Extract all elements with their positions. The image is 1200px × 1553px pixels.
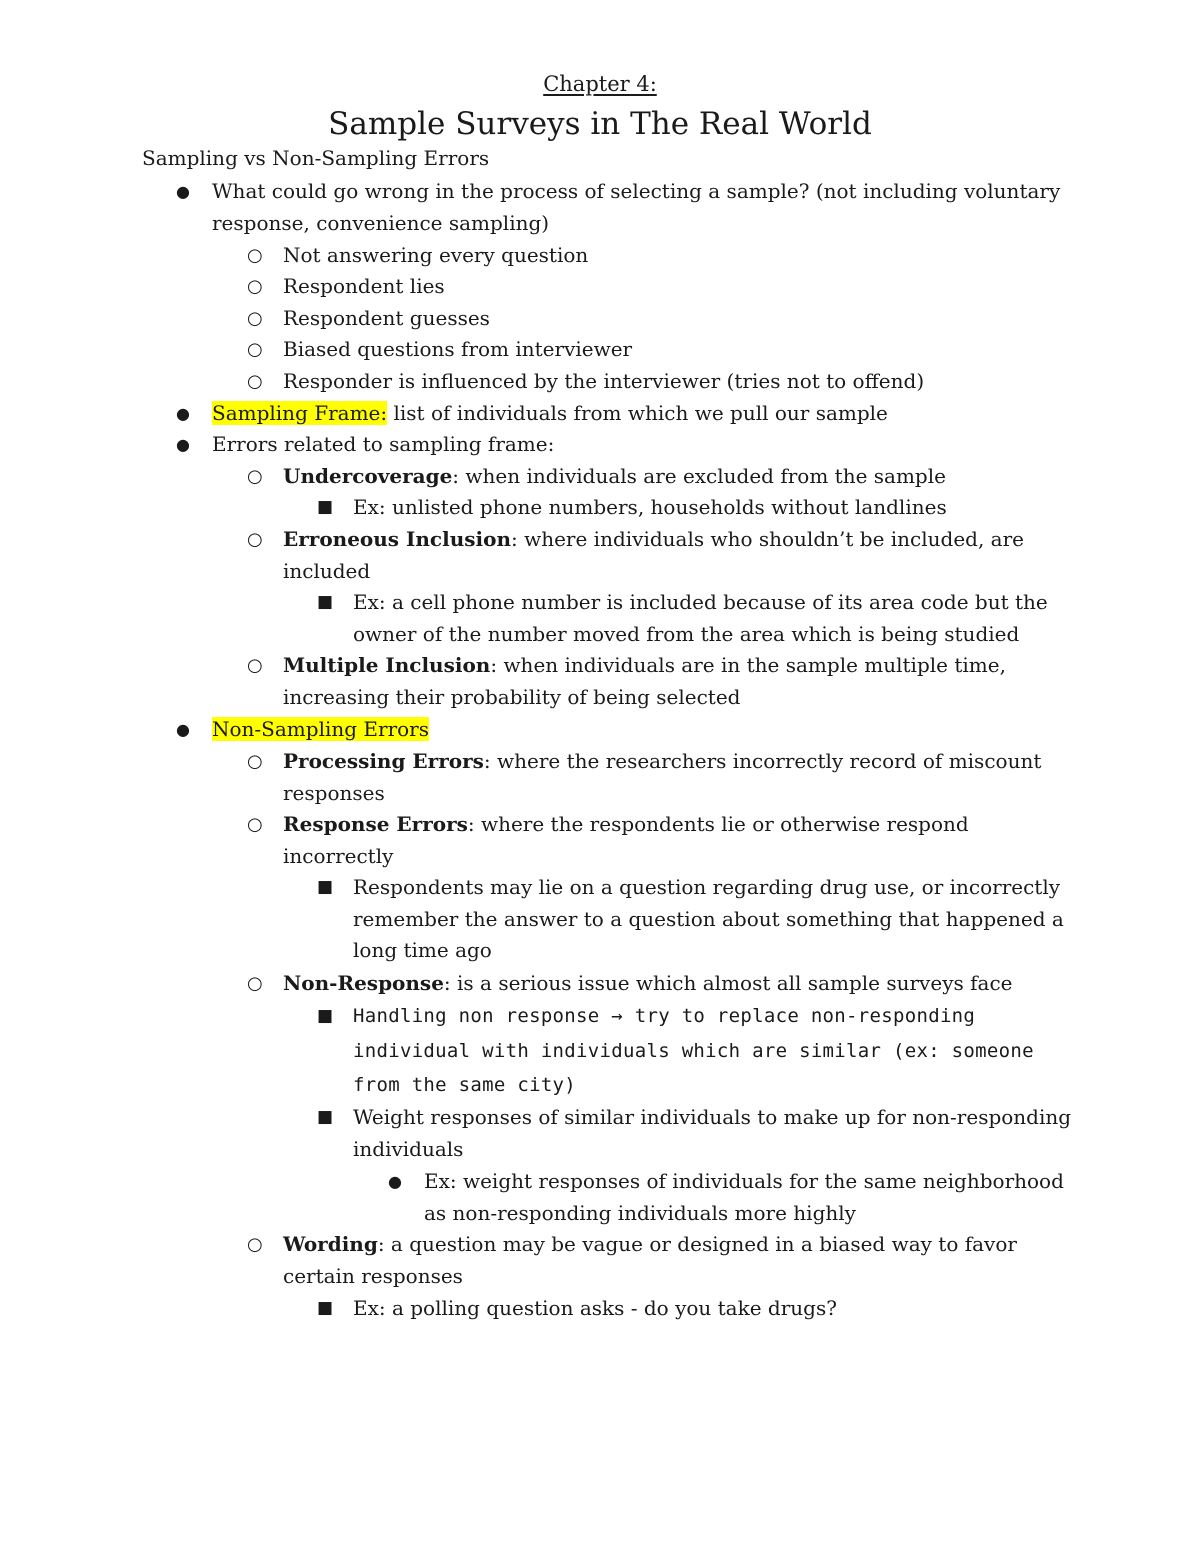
- square-bullet-icon: ■: [317, 592, 334, 612]
- hollow-bullet-icon: ○: [247, 339, 263, 360]
- list-item: [317, 1293, 1073, 1325]
- list-item: [247, 809, 1073, 872]
- item-text: Not answering every question: [283, 243, 589, 267]
- hollow-bullet-icon: ○: [247, 371, 263, 392]
- list-item: [176, 398, 1072, 430]
- item-text: Weight responses of similar individuals to make up for non-responding individuals: [353, 1105, 1072, 1161]
- item-text: Responder is influenced by the interviewer (tries not to offend): [283, 369, 925, 393]
- bold-term: Non-Response: [283, 971, 444, 995]
- chapter-heading: Chapter 4:: [543, 72, 657, 96]
- square-bullet-icon: ■: [317, 497, 334, 517]
- square-bullet-icon: ■: [317, 1006, 334, 1026]
- list-item: [317, 1102, 1073, 1165]
- item-text: Respondent lies: [283, 274, 445, 298]
- list-item: [247, 303, 1073, 335]
- list-item: [176, 714, 1072, 746]
- square-bullet-icon: ■: [317, 1107, 334, 1127]
- hollow-bullet-icon: ○: [247, 751, 263, 772]
- hollow-bullet-icon: ○: [247, 655, 263, 676]
- item-text: Ex: unlisted phone numbers, households without landlines: [353, 495, 947, 519]
- list-item: [317, 999, 1073, 1103]
- item-text: list of individuals from which we pull our sample: [387, 401, 888, 425]
- list-item: [247, 968, 1073, 1000]
- item-text: : when individuals are excluded from the sample: [452, 464, 946, 488]
- bold-term: Erroneous Inclusion: [283, 527, 511, 551]
- item-text: : a question may be vague or designed in a biased way to favor certain responses: [283, 1232, 1017, 1288]
- item-text: Handling non response → try to replace non-responding individual with individuals which are similar (ex: someone from the same city): [353, 1005, 1034, 1096]
- hollow-bullet-icon: ○: [247, 276, 263, 297]
- section-heading: Sampling vs Non-Sampling Errors: [142, 146, 490, 170]
- list-item: [247, 650, 1073, 713]
- highlighted-term: Non-Sampling Errors: [212, 717, 429, 741]
- list-item: [176, 176, 1072, 239]
- item-text: : when individuals are in the sample multiple time, increasing their probability of being selected: [283, 653, 1006, 709]
- item-text: Respondents may lie on a question regarding drug use, or incorrectly remember the answer to a question about something that happened a long time ago: [353, 875, 1064, 963]
- list-item: [247, 461, 1073, 493]
- hollow-bullet-icon: ○: [247, 308, 263, 329]
- square-bullet-icon: ■: [317, 1298, 334, 1318]
- list-item: [388, 1166, 1074, 1229]
- highlighted-term: Sampling Frame:: [212, 401, 388, 425]
- item-text: : where the respondents lie or otherwise respond incorrectly: [283, 812, 969, 868]
- list-item: [317, 492, 1073, 524]
- hollow-bullet-icon: ○: [247, 245, 263, 266]
- square-bullet-icon: ■: [317, 877, 334, 897]
- list-item: [247, 524, 1073, 587]
- list-item: [247, 366, 1073, 398]
- list-item: [317, 587, 1073, 650]
- hollow-bullet-icon: ○: [247, 973, 263, 994]
- bullet-icon: ●: [176, 435, 190, 454]
- bold-term: Processing Errors: [283, 749, 484, 773]
- list-item: [176, 429, 1072, 461]
- list-item: [317, 872, 1073, 967]
- bullet-icon: ●: [176, 182, 190, 201]
- bullet-icon: ●: [388, 1172, 402, 1191]
- bold-term: Multiple Inclusion: [283, 653, 491, 677]
- item-text: What could go wrong in the process of selecting a sample? (not including voluntary response, convenience sampling): [212, 179, 1061, 235]
- item-text: : where the researchers incorrectly record of miscount responses: [283, 749, 1042, 805]
- list-item: [247, 240, 1073, 272]
- item-text: Ex: a polling question asks - do you take drugs?: [353, 1296, 837, 1320]
- bold-term: Undercoverage: [283, 464, 453, 488]
- item-text: Ex: a cell phone number is included because of its area code but the owner of the number moved from the area which is being studied: [353, 590, 1048, 646]
- list-item: [247, 334, 1073, 366]
- hollow-bullet-icon: ○: [247, 466, 263, 487]
- item-text: : is a serious issue which almost all sample surveys face: [443, 971, 1013, 995]
- hollow-bullet-icon: ○: [247, 529, 263, 550]
- item-text: Errors related to sampling frame:: [212, 432, 555, 456]
- bullet-icon: ●: [176, 720, 190, 739]
- hollow-bullet-icon: ○: [247, 1234, 263, 1255]
- bullet-icon: ●: [176, 404, 190, 423]
- list-item: [247, 1229, 1073, 1292]
- item-text: Biased questions from interviewer: [283, 337, 633, 361]
- list-item: [247, 271, 1073, 303]
- item-text: Respondent guesses: [283, 306, 490, 330]
- item-text: : where individuals who shouldn’t be included, are included: [283, 527, 1024, 583]
- page-title: Sample Surveys in The Real World: [328, 106, 872, 142]
- hollow-bullet-icon: ○: [247, 814, 263, 835]
- list-item: [247, 746, 1073, 809]
- bold-term: Response Errors: [283, 812, 468, 836]
- bold-term: Wording: [283, 1232, 378, 1256]
- item-text: Ex: weight responses of individuals for the same neighborhood as non-responding individuals more highly: [424, 1169, 1064, 1225]
